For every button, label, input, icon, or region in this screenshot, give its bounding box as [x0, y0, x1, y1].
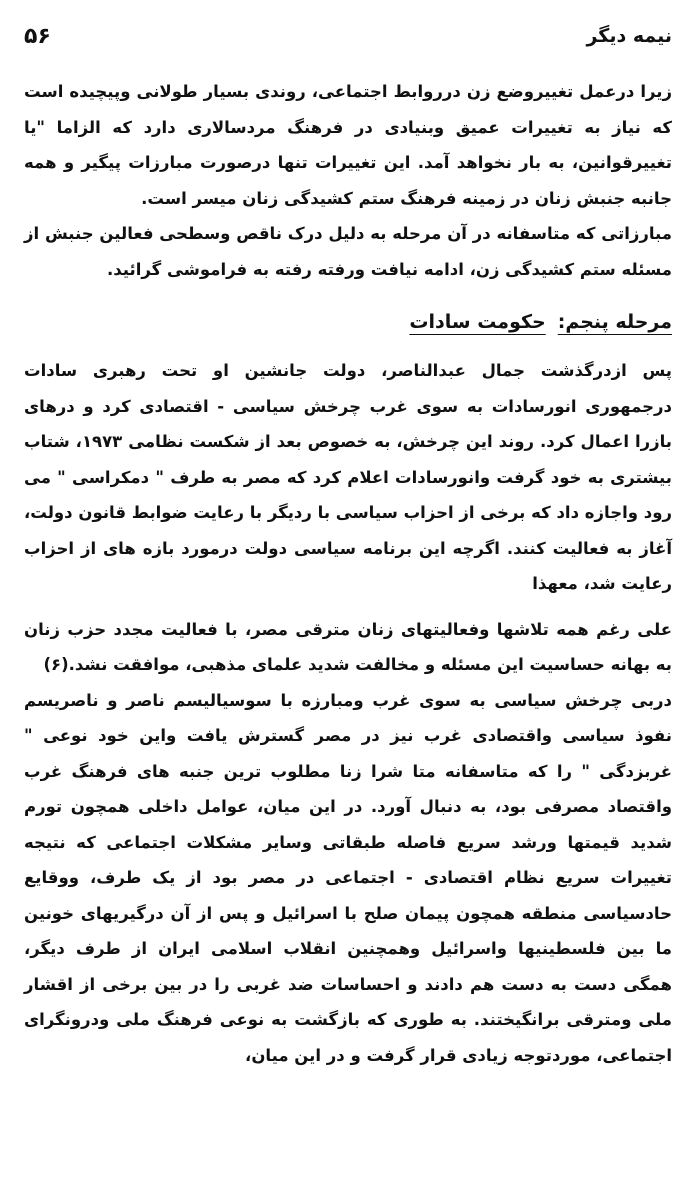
section-label: مرحله پنجم: — [557, 311, 672, 333]
page-header — [24, 18, 672, 54]
paragraph-1: زیرا درعمل تغییروضع زن درروابط اجتماعی، روندی بسیار طولانی وپیچیده است که نیاز به تغییرات عمیق وبنیادی در فرهنگ مردسالاری دارد که الزاما "یا تغییرقوانین، به بار نخواهد آمد. این تغییرات تنها درصورت مبارزات پیگیر و همه جانبه جنبش زنان در زمینه فرهنگ ستم کشیدگی زنان میسر است. — [24, 82, 672, 208]
page-number: ۵۶ — [24, 23, 51, 49]
section-title: حکومت سادات — [409, 311, 546, 333]
running-title: نیمه دیگر — [586, 25, 672, 47]
section-paragraph-2: علی رغم همه تلاشها وفعالیتهای زنان مترقی مصر، با فعالیت مجدد حزب زنان به بهانه حساسیت این مسئله و مخالفت شدید علمای مذهبی، موافقت نشد.(۶) — [24, 619, 672, 674]
section-heading — [24, 305, 672, 339]
section-paragraph-1: پس ازدرگذشت جمال عبدالناصر، دولت جانشین او تحت رهبری سادات درجمهوری انورسادات به سوی غرب چرخش سیاسی - اقتصادی کرد و درهای بازرا اعمال کرد. روند این چرخش، به خصوص بعد از شکست نظامی ۱۹۷۳، شتاب بیشتری به خود گرفت وانورسادات اعلام کرد که مصر به طرف " دمکراسی " می رود واجازه داد که برخی از احزاب سیاسی با ردیگر با رعایت ضوابط قانون دولت، آغاز به فعالیت کنند. اگرچه این برنامه سیاسی دولت درمورد بازه های از احزاب رعایت شد، معهذا — [24, 361, 673, 593]
paragraph-2: مبارزاتی که متاسفانه در آن مرحله به دلیل درک ناقص وسطحی فعالین جنبش از مسئله ستم کشیدگی زن، ادامه نیافت ورفته رفته به فراموشی گرائید. — [24, 224, 672, 279]
section-paragraph-3: دربی چرخش سیاسی به سوی غرب ومبارزه با سوسیالیسم ناصر و ناصریسم نفوذ سیاسی واقتصادی غرب نیز در مصر گسترش یافت واین خود نوعی " غربزدگی " را که متاسفانه متا شرا زنا مطلوب ترین جنبه های فرهنگ غرب واقتصاد مصرفی بود، به دنبال آورد. در این میان، عوامل داخلی همچون تورم شدید قیمتها ورشد سریع فاصله طبقاتی وسایر مشکلات اجتماعی که نتیجه تغییرات سریع نظام اقتصادی - اجتماعی در مصر بود از یک طرف، ووقایع حادسیاسی منطقه همچون پیمان صلح با اسرائیل و پس از آن درگیریهای خونین ما بین فلسطینیها واسرائیل وهمچنین انقلاب اسلامی ایران از طرف دیگر، همگی دست به دست هم دادند و احساسات ضد غربی را در بین برخی از اقشار ملی ومترقی برانگیختند. به طوری که بازگشت به نوعی فرهنگ ملی ودرونگرای اجتماعی، موردتوجه زیادی قرار گرفت و در این میان، — [24, 690, 672, 1065]
